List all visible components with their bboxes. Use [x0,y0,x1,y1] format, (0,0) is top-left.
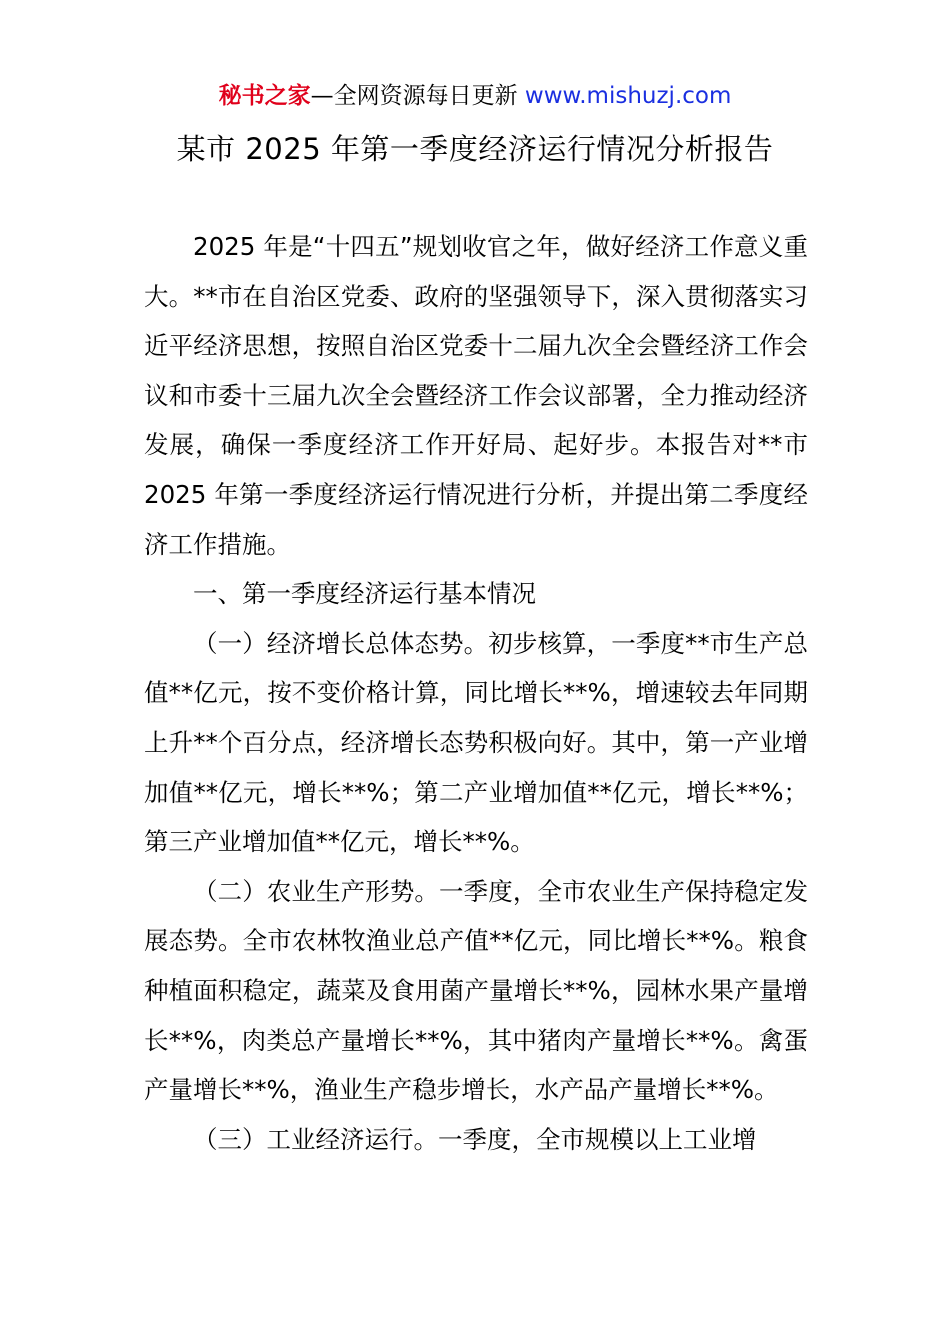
site-header [0,78,950,114]
document-title: 某市 2025 年第一季度经济运行情况分析报告 [176,132,774,166]
site-tagline: —全网资源每日更新 [310,83,525,109]
section-heading-1: 一、第一季度经济运行基本情况 [193,579,536,609]
document-body [144,222,808,1164]
site-brand: 秘书之家 [218,83,311,109]
site-url-link[interactable]: www.mishuzj.com [524,83,732,109]
paragraph-industry: （三）工业经济运行。一季度，全市规模以上工业增 [193,1124,757,1154]
paragraph-intro: 2025 年是“十四五”规划收官之年，做好经济工作意义重大。**市在自治区党委、政府的坚强领导下，深入贯彻落实习近平经济思想，按照自治区党委十二届九次全会暨经济工作会议和市委十三届九次全会暨经济工作会议部署，全力推动经济发展，确保一季度经济工作开好局、起好步。本报告对**市 2025 年第一季度经济运行情况进行分析，并提出第二季度经济工作措施。 [144,232,808,559]
paragraph-agriculture: （二）农业生产形势。一季度，全市农业生产保持稳定发展态势。全市农林牧渔业总产值**亿元，同比增长**%。粮食种植面积稳定，蔬菜及食用菌产量增长**%，园林水果产量增长**%，肉类总产量增长**%，其中猪肉产量增长**%。禽蛋产量增长**%，渔业生产稳步增长，水产品产量增长**%。 [144,876,808,1105]
paragraph-economic-growth: （一）经济增长总体态势。初步核算，一季度**市生产总值**亿元，按不变价格计算，同比增长**%，增速较去年同期上升**个百分点，经济增长态势积极向好。其中，第一产业增加值**亿元，增长**%；第二产业增加值**亿元，增长**%；第三产业增加值**亿元，增长**%。 [144,628,808,857]
